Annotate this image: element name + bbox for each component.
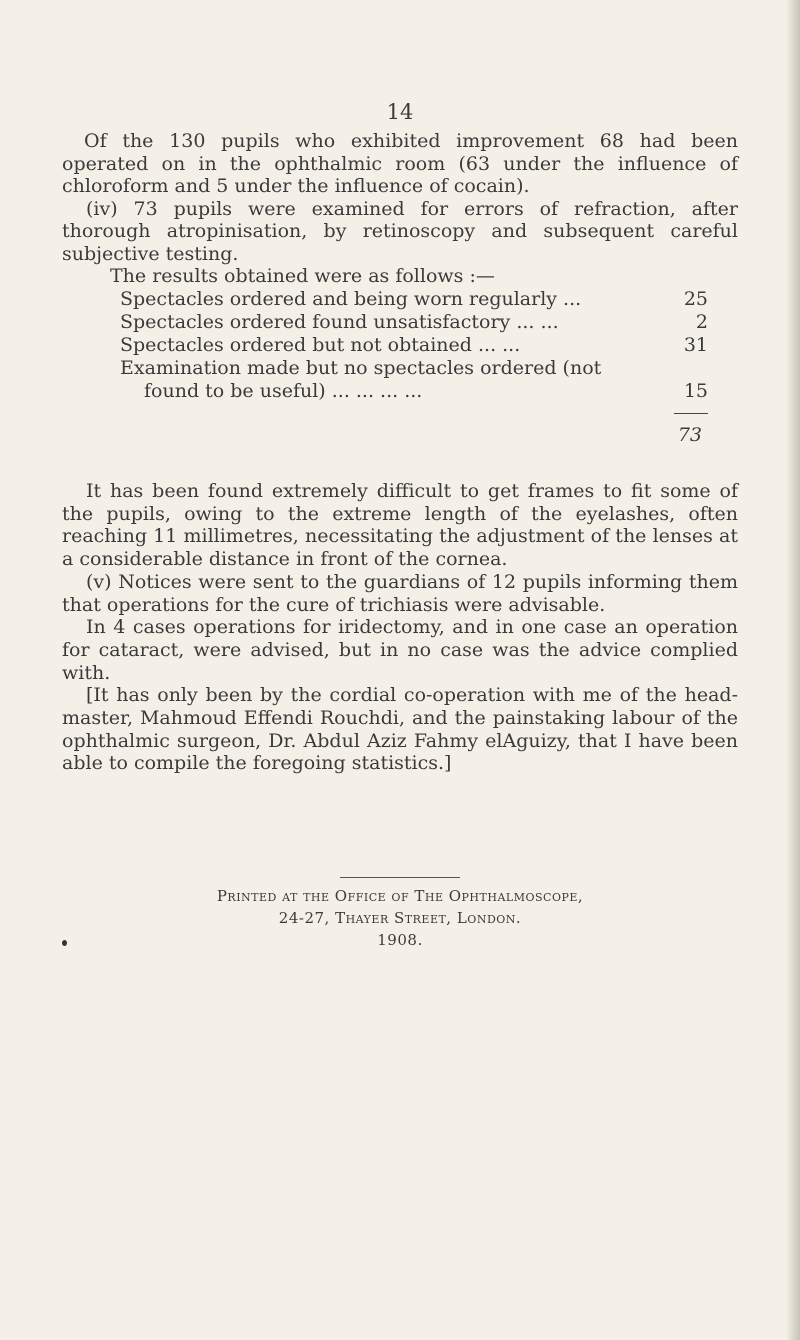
page-number: 14	[386, 100, 414, 124]
imprint-divider	[340, 877, 460, 878]
result-label: Spectacles ordered but not obtained ... ...	[120, 334, 521, 356]
result-value: 15	[683, 380, 708, 402]
result-row	[120, 357, 708, 380]
paragraph-operated-pupils: Of the 130 pupils who exhibited improvement 68 had been operated on in the ophthalmic room (63 under the influence of chloroform and 5 under the influence of cocain).	[62, 130, 738, 197]
result-value: 31	[683, 334, 708, 356]
result-row	[120, 380, 708, 403]
document-body-top	[62, 130, 738, 447]
scan-edge-shadow	[786, 0, 800, 1340]
result-row	[120, 311, 708, 334]
result-label: found to be useful) ... ... ... ...	[144, 380, 423, 402]
total-divider	[674, 413, 708, 414]
imprint-line-1: Printed at the Office of The Ophthalmoscope,	[216, 887, 584, 905]
result-label: Spectacles ordered and being worn regularly ...	[120, 288, 582, 310]
result-label: Examination made but no spectacles ordered (not	[120, 357, 602, 379]
results-table	[120, 288, 708, 447]
imprint-line-2: 24-27, Thayer Street, London.	[278, 909, 522, 927]
result-row	[120, 288, 708, 311]
result-value: 25	[683, 288, 708, 310]
paragraph-iridectomy: In 4 cases operations for iridectomy, and in one case an operation for cataract, were advised, but in no case was the advice complied with.	[62, 616, 738, 684]
results-total: 73	[677, 424, 702, 446]
printer-imprint	[0, 885, 800, 951]
result-label: Spectacles ordered found unsatisfactory ... ...	[120, 311, 559, 333]
paragraph-notices: (v) Notices were sent to the guardians of 12 pupils informing them that operations for the cure of trichiasis were advisable.	[62, 570, 738, 616]
paragraph-frames: It has been found extremely difficult to get frames to fit some of the pupils, owing to the extreme length of the eyelashes, often reaching 11 millimetres, necessitating the adjustment of the lenses at a considerable distance in front of the cornea.	[62, 480, 738, 571]
imprint-line-3: 1908.	[377, 931, 423, 949]
result-row	[120, 334, 708, 357]
results-intro: The results obtained were as follows :—	[110, 265, 495, 287]
result-value: 2	[695, 311, 708, 333]
result-value	[678, 357, 708, 380]
paragraph-refraction-exam: (iv) 73 pupils were examined for errors of refraction, after thorough atropinisation, by retinoscopy and subsequent careful subjective testing.	[62, 197, 738, 265]
document-body-bottom	[62, 480, 738, 775]
paragraph-acknowledgement: [It has only been by the cordial co-operation with me of the head-master, Mahmoud Effendi Rouchdi, and the painstaking labour of the ophthalmic surgeon, Dr. Abdul Aziz Fahmy elAguizy, that I have been able to compile the foregoing statistics.]	[62, 684, 738, 775]
